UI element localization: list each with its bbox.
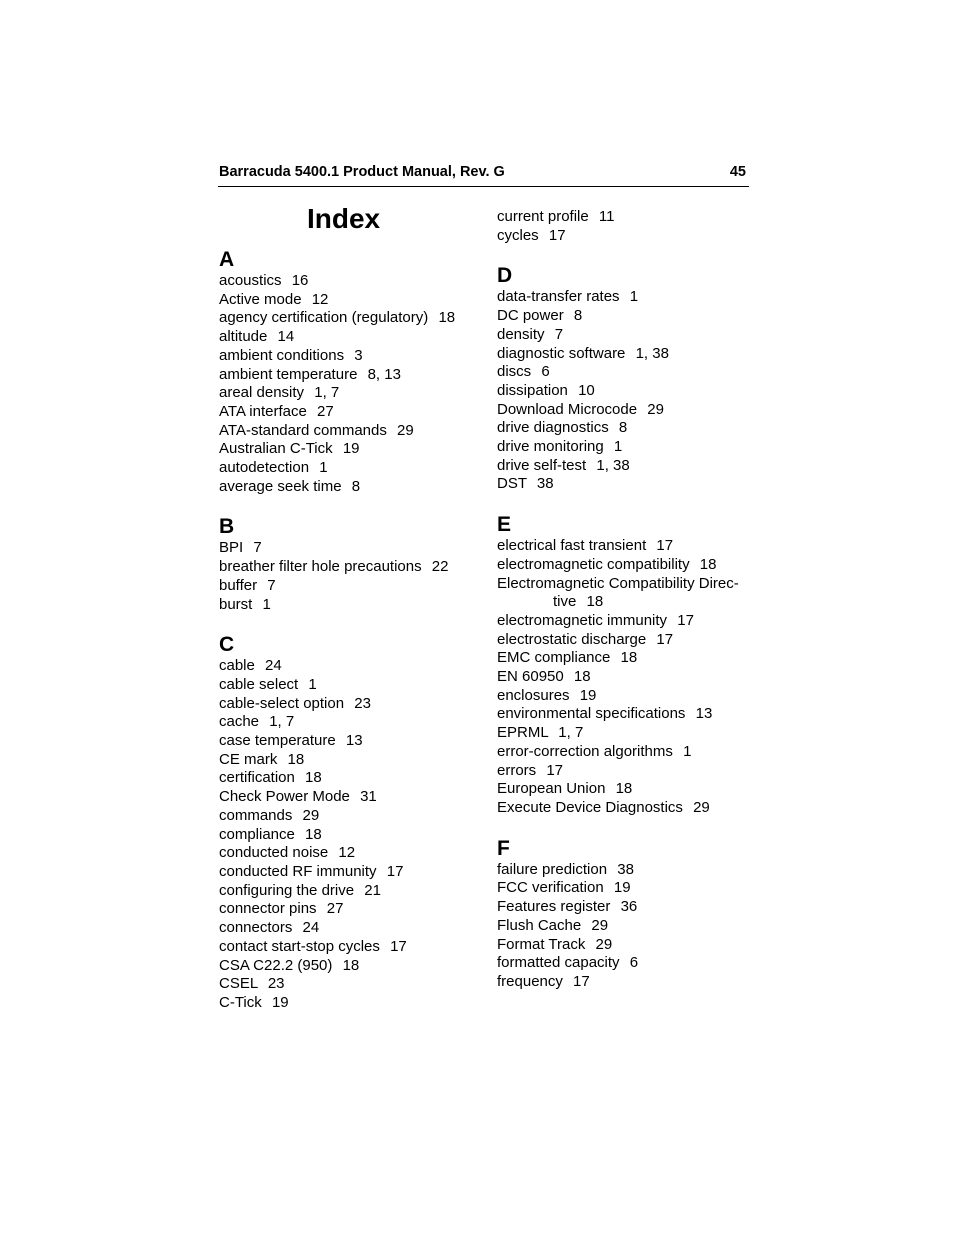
index-term: Format Track: [497, 935, 586, 953]
index-entry: [219, 291, 481, 310]
index-page-ref: 7: [554, 325, 564, 343]
index-page-ref: 18: [305, 825, 322, 843]
index-page-ref: 27: [326, 900, 344, 918]
index-term: breather filter hole precautions: [219, 558, 422, 576]
section-letter: F: [497, 836, 510, 860]
section-letter: E: [497, 513, 512, 537]
index-term: burst: [219, 595, 253, 613]
index-entry: [497, 556, 759, 575]
index-page-ref: 38: [617, 860, 634, 878]
index-page-ref: 22: [431, 558, 449, 576]
index-term: dissipation: [497, 381, 568, 399]
index-entry: [219, 751, 481, 770]
section-letter: D: [497, 264, 513, 288]
index-page-ref: 1, 7: [269, 713, 295, 731]
index-entry: [219, 957, 481, 976]
index-entry: [219, 882, 481, 901]
index-term: electrostatic discharge: [497, 630, 647, 648]
index-page-ref: 29: [647, 400, 664, 418]
index-term: acoustics: [219, 272, 282, 289]
index-term: cycles: [497, 226, 539, 244]
index-entry: [219, 695, 481, 714]
index-entry: [219, 459, 481, 478]
index-page-ref: 12: [338, 844, 356, 862]
index-entry: [497, 208, 759, 227]
index-page-ref: 8: [573, 307, 583, 325]
index-entry: [219, 577, 481, 596]
index-page-ref: 13: [345, 732, 363, 750]
index-term: agency certification (regulatory): [219, 309, 429, 327]
index-column-left: [219, 248, 481, 1013]
index-entry: [219, 975, 481, 994]
index-page-ref: 29: [302, 806, 320, 824]
index-entry: [497, 345, 759, 364]
index-page-ref: 18: [620, 649, 638, 667]
index-page-ref: 18: [573, 668, 591, 686]
index-page-ref: 1, 38: [596, 456, 630, 474]
index-page-ref: 38: [536, 475, 554, 493]
index-term: errors: [497, 761, 537, 779]
index-entry: [219, 422, 481, 441]
index-term: ambient temperature: [219, 365, 358, 383]
index-page-ref: 29: [595, 935, 613, 953]
index-page-ref: 17: [656, 630, 674, 648]
index-page-ref: 6: [541, 363, 550, 381]
index-page-ref: 17: [677, 611, 694, 629]
index-page-ref: 18: [615, 780, 633, 798]
index-term: formatted capacity: [497, 954, 620, 972]
index-page-ref: 19: [271, 993, 289, 1011]
index-term: contact start-stop cycles: [219, 937, 380, 955]
index-entry: [497, 649, 759, 668]
index-term: buffer: [219, 576, 258, 594]
index-entry: [219, 844, 481, 863]
index-page-ref: 17: [386, 862, 404, 880]
running-header: [218, 164, 749, 187]
index-term: Active mode: [219, 290, 302, 308]
index-term-continuation: [497, 593, 759, 612]
index-page-ref: 18: [438, 309, 456, 327]
index-page-ref: 17: [548, 226, 566, 244]
index-entry: [219, 384, 481, 403]
index-term: diagnostic software: [497, 344, 626, 362]
index-page-ref: 17: [390, 937, 407, 955]
index-entry: [497, 326, 759, 345]
index-term: FCC verification: [497, 879, 604, 897]
index-term: cache: [219, 713, 260, 731]
index-term: Download Microcode: [497, 400, 638, 418]
index-term: configuring the drive: [219, 881, 355, 899]
index-entry: [497, 687, 759, 706]
index-entry: [497, 799, 759, 818]
index-page-ref: 1: [613, 438, 623, 456]
page-title: Index: [307, 203, 381, 234]
index-entry: [219, 938, 481, 957]
index-entry: [219, 826, 481, 845]
index-entry: [497, 227, 759, 246]
page-number: 45: [729, 164, 746, 180]
index-term: electromagnetic immunity: [497, 611, 668, 629]
index-page-ref: 19: [579, 686, 597, 704]
index-page-ref: 7: [267, 576, 276, 594]
index-term: Flush Cache: [497, 916, 582, 934]
index-page-ref: 17: [656, 537, 674, 555]
index-page-ref: 27: [317, 402, 334, 420]
index-page-ref: 6: [629, 954, 639, 972]
index-term: cable select: [219, 675, 299, 693]
index-page-ref: 19: [342, 440, 360, 458]
index-page-ref: 1, 7: [558, 724, 584, 742]
index-term: conducted noise: [219, 844, 329, 862]
index-term: cable: [219, 657, 255, 675]
index-term: CSA C22.2 (950): [219, 956, 333, 974]
index-term: density: [497, 325, 545, 343]
index-entry: [497, 363, 759, 382]
index-entry: [219, 440, 481, 459]
index-term: DC power: [497, 307, 564, 325]
index-term: EMC compliance: [497, 649, 611, 667]
index-term: electromagnetic compatibility: [497, 555, 690, 573]
index-entry: [497, 575, 759, 612]
index-entry: [497, 307, 759, 326]
index-page-ref: 13: [695, 705, 713, 723]
index-page-ref: 12: [311, 290, 329, 308]
index-page-ref: 16: [291, 272, 309, 289]
index-term: BPI: [219, 539, 244, 557]
index-page-ref: 8: [351, 477, 361, 495]
index-entry: [219, 328, 481, 347]
index-page-ref: 24: [265, 657, 282, 675]
index-entry: [497, 457, 759, 476]
index-term: C-Tick: [219, 993, 262, 1011]
index-term-continuation-text: tive: [553, 593, 577, 611]
index-page-ref: 18: [586, 593, 604, 611]
index-term: failure prediction: [497, 860, 608, 878]
index-page-ref: 17: [573, 972, 590, 990]
index-page-ref: 31: [360, 788, 377, 806]
index-page-ref: 18: [342, 956, 360, 974]
index-term: cable-select option: [219, 694, 345, 712]
index-page-ref: 29: [591, 916, 609, 934]
index-entry: [219, 657, 481, 676]
index-term: connectors: [219, 919, 293, 937]
index-term: conducted RF immunity: [219, 862, 377, 880]
index-term: environmental specifications: [497, 705, 686, 723]
index-page-ref: 1: [629, 288, 639, 306]
index-entry: [219, 596, 481, 615]
index-entry: [497, 401, 759, 420]
index-term: European Union: [497, 780, 606, 798]
index-term: data-transfer rates: [497, 288, 620, 306]
index-page-ref: 14: [277, 328, 295, 346]
index-entry: [497, 382, 759, 401]
index-page-ref: 8, 13: [367, 365, 401, 383]
index-term: Australian C-Tick: [219, 440, 333, 458]
index-term: commands: [219, 806, 293, 824]
index-term: Electromagnetic Compatibility Direc-: [497, 574, 739, 592]
index-entry: [497, 898, 759, 917]
index-entry: [219, 272, 481, 291]
index-page-ref: 1: [308, 675, 317, 693]
index-page-ref: 1: [262, 595, 271, 613]
index-entry: [219, 713, 481, 732]
index-term: Features register: [497, 898, 611, 916]
index-page-ref: 36: [620, 898, 638, 916]
index-term: electrical fast transient: [497, 537, 647, 555]
index-entry: [497, 762, 759, 781]
index-term: EN 60950: [497, 668, 564, 686]
index-page-ref: 29: [693, 798, 710, 816]
index-term: current profile: [497, 208, 589, 225]
index-page-ref: 23: [267, 975, 285, 993]
index-page-ref: 8: [618, 419, 628, 437]
index-entry: [219, 863, 481, 882]
index-term: compliance: [219, 825, 295, 843]
index-page-ref: 10: [578, 381, 595, 399]
index-term: autodetection: [219, 459, 310, 477]
index-entry: [219, 309, 481, 328]
index-entry: [497, 780, 759, 799]
index-entry: [219, 539, 481, 558]
index-term: connector pins: [219, 900, 317, 918]
index-term: Check Power Mode: [219, 788, 350, 806]
index-page-ref: 29: [397, 421, 414, 439]
index-term: drive monitoring: [497, 438, 604, 456]
index-entry: [219, 347, 481, 366]
index-term: drive self-test: [497, 456, 587, 474]
index-entry: [219, 366, 481, 385]
index-term: ambient conditions: [219, 346, 345, 364]
index-entry: [219, 732, 481, 751]
index-page-ref: 21: [364, 881, 381, 899]
index-term: altitude: [219, 328, 268, 346]
index-entry: [497, 438, 759, 457]
index-entry: [497, 288, 759, 307]
index-page-ref: 1: [683, 742, 692, 760]
index-page-ref: 7: [253, 539, 262, 557]
index-entry: [497, 631, 759, 650]
index-page-ref: 11: [598, 208, 615, 225]
index-entry: [219, 478, 481, 497]
index-term: drive diagnostics: [497, 419, 609, 437]
index-term: CE mark: [219, 750, 278, 768]
index-entry: [219, 403, 481, 422]
index-entry: [497, 954, 759, 973]
index-page-ref: 3: [354, 346, 363, 364]
index-term: ATA interface: [219, 402, 307, 420]
index-entry: [497, 724, 759, 743]
section-letter: A: [219, 248, 235, 271]
index-entry: [219, 807, 481, 826]
index-column-right: [497, 208, 759, 992]
index-entry: [497, 743, 759, 762]
index-term: discs: [497, 363, 532, 381]
index-entry: [497, 537, 759, 556]
index-page-ref: 18: [699, 555, 717, 573]
manual-title: Barracuda 5400.1 Product Manual, Rev. G: [219, 164, 505, 180]
index-entry: [497, 612, 759, 631]
index-term: average seek time: [219, 477, 342, 495]
index-entry: [219, 994, 481, 1013]
index-entry: [497, 879, 759, 898]
index-page-ref: 1, 38: [635, 344, 669, 362]
index-entry: [219, 900, 481, 919]
index-entry: [497, 917, 759, 936]
index-page-ref: 18: [287, 750, 305, 768]
section-letter: C: [219, 633, 235, 657]
index-entry: [497, 705, 759, 724]
index-term: DST: [497, 475, 527, 493]
index-term: case temperature: [219, 732, 336, 750]
index-entry: [219, 919, 481, 938]
index-term: CSEL: [219, 975, 258, 993]
index-entry: [219, 676, 481, 695]
index-page-ref: 1: [319, 459, 328, 477]
index-term: frequency: [497, 972, 563, 990]
index-page-ref: 24: [302, 919, 320, 937]
index-entry: [497, 475, 759, 494]
index-entry: [219, 788, 481, 807]
index-entry: [497, 936, 759, 955]
section-letter: B: [219, 515, 235, 539]
index-page-ref: 23: [354, 694, 371, 712]
index-term: Execute Device Diagnostics: [497, 798, 683, 816]
index-term: enclosures: [497, 686, 570, 704]
index-term: certification: [219, 769, 295, 787]
index-page-ref: 18: [305, 769, 322, 787]
index-entry: [497, 668, 759, 687]
index-page-ref: 17: [546, 761, 564, 779]
index-term: EPRML: [497, 724, 549, 742]
index-page-ref: 19: [613, 879, 631, 897]
index-term: error-correction algorithms: [497, 742, 673, 760]
index-term: ATA-standard commands: [219, 421, 387, 439]
index-page-ref: 1, 7: [314, 384, 340, 402]
index-term: areal density: [219, 384, 305, 402]
index-entry: [497, 973, 759, 992]
index-entry: [219, 769, 481, 788]
index-entry: [497, 419, 759, 438]
index-entry: [219, 558, 481, 577]
index-entry: [497, 861, 759, 880]
